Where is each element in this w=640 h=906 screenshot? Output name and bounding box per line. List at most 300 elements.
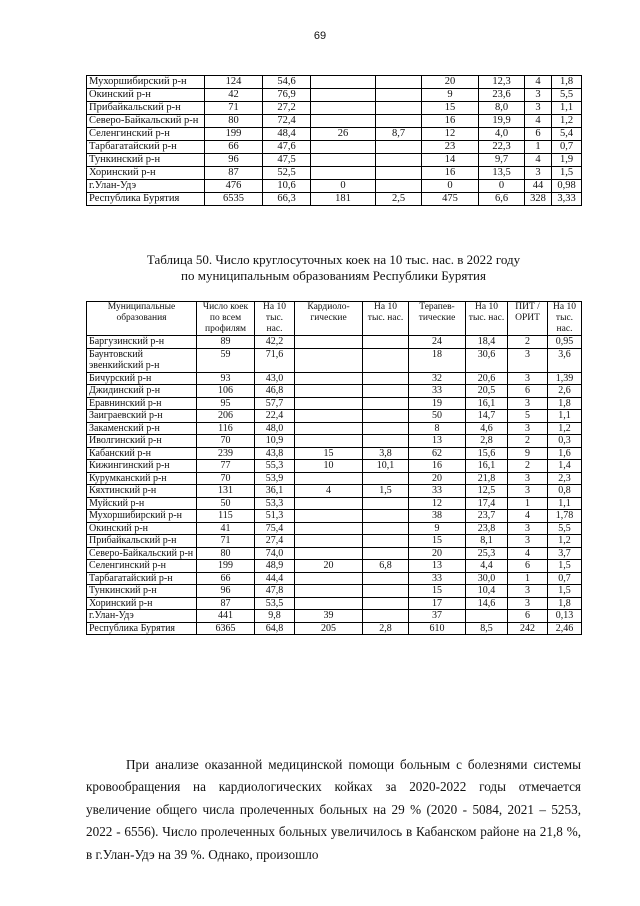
value-cell: 16	[422, 115, 479, 128]
value-cell: 3	[525, 102, 552, 115]
value-cell: 3	[525, 89, 552, 102]
value-cell	[311, 115, 376, 128]
value-cell: 96	[197, 585, 255, 598]
column-header: На 10 тыс. нас.	[363, 302, 409, 336]
table-row	[87, 435, 582, 448]
table-caption	[86, 252, 581, 284]
value-cell: 17	[409, 597, 466, 610]
region-cell: Тарбагатайский р-н	[87, 141, 205, 154]
column-header: На 10 тыс. нас.	[548, 302, 582, 336]
value-cell	[295, 336, 363, 349]
value-cell: 10	[295, 460, 363, 473]
table-row	[87, 510, 582, 523]
value-cell: 22,4	[255, 410, 295, 423]
value-cell	[376, 180, 422, 193]
value-cell: 2,3	[548, 472, 582, 485]
value-cell: 16,1	[466, 397, 508, 410]
table-row	[87, 115, 582, 128]
value-cell: 6	[508, 610, 548, 623]
table-row	[87, 397, 582, 410]
value-cell: 6535	[205, 193, 263, 206]
table-row	[87, 597, 582, 610]
value-cell: 9,8	[255, 610, 295, 623]
value-cell: 22,3	[479, 141, 525, 154]
region-cell: Северо-Байкальский р-н	[87, 547, 197, 560]
value-cell: 54,6	[263, 76, 311, 89]
value-cell: 106	[197, 385, 255, 398]
value-cell	[363, 348, 409, 372]
value-cell	[295, 348, 363, 372]
value-cell	[311, 89, 376, 102]
value-cell: 1,8	[548, 597, 582, 610]
region-cell: Республика Бурятия	[87, 622, 197, 635]
value-cell: 15	[295, 447, 363, 460]
value-cell: 42,2	[255, 336, 295, 349]
value-cell: 9	[422, 89, 479, 102]
value-cell: 33	[409, 485, 466, 498]
value-cell: 70	[197, 472, 255, 485]
region-cell: Окинский р-н	[87, 89, 205, 102]
value-cell: 476	[205, 180, 263, 193]
value-cell: 1,5	[552, 167, 582, 180]
value-cell: 9	[508, 447, 548, 460]
value-cell: 3	[508, 522, 548, 535]
value-cell: 18	[409, 348, 466, 372]
value-cell: 4,0	[479, 128, 525, 141]
value-cell	[363, 597, 409, 610]
value-cell: 30,0	[466, 572, 508, 585]
value-cell	[311, 154, 376, 167]
value-cell: 5,4	[552, 128, 582, 141]
value-cell	[295, 535, 363, 548]
value-cell: 87	[205, 167, 263, 180]
value-cell: 57,7	[255, 397, 295, 410]
table-row	[87, 154, 582, 167]
value-cell: 33	[409, 385, 466, 398]
column-header: На 10 тыс. нас.	[255, 302, 295, 336]
value-cell: 1,8	[548, 397, 582, 410]
value-cell: 124	[205, 76, 263, 89]
value-cell: 4	[295, 485, 363, 498]
region-cell: Мухоршибирский р-н	[87, 510, 197, 523]
value-cell	[295, 385, 363, 398]
value-cell: 0	[422, 180, 479, 193]
value-cell: 43,0	[255, 372, 295, 385]
value-cell: 12	[409, 497, 466, 510]
region-cell: Еравнинский р-н	[87, 397, 197, 410]
table-row	[87, 348, 582, 372]
value-cell: 66	[197, 572, 255, 585]
region-cell: Селенгинский р-н	[87, 128, 205, 141]
value-cell: 441	[197, 610, 255, 623]
value-cell: 23,8	[466, 522, 508, 535]
value-cell	[363, 585, 409, 598]
value-cell: 20	[295, 560, 363, 573]
table-row	[87, 460, 582, 473]
value-cell: 475	[422, 193, 479, 206]
value-cell: 2	[508, 460, 548, 473]
region-cell: Кяхтинский р-н	[87, 485, 197, 498]
column-header: Число коек по всем профилям	[197, 302, 255, 336]
table-row	[87, 572, 582, 585]
value-cell: 53,5	[255, 597, 295, 610]
value-cell: 36,1	[255, 485, 295, 498]
value-cell: 20,6	[466, 372, 508, 385]
value-cell: 1,2	[548, 422, 582, 435]
value-cell: 1,1	[552, 102, 582, 115]
value-cell: 42	[205, 89, 263, 102]
value-cell: 6365	[197, 622, 255, 635]
value-cell: 53,9	[255, 472, 295, 485]
table-row	[87, 410, 582, 423]
value-cell: 4	[525, 154, 552, 167]
region-cell: Мухоршибирский р-н	[87, 76, 205, 89]
region-cell: Муйский р-н	[87, 497, 197, 510]
value-cell: 206	[197, 410, 255, 423]
value-cell: 12,5	[466, 485, 508, 498]
value-cell: 328	[525, 193, 552, 206]
value-cell: 10,4	[466, 585, 508, 598]
value-cell	[363, 472, 409, 485]
value-cell: 2,46	[548, 622, 582, 635]
value-cell: 96	[205, 154, 263, 167]
table-row	[87, 385, 582, 398]
region-cell: Прибайкальский р-н	[87, 535, 197, 548]
value-cell: 25,3	[466, 547, 508, 560]
value-cell: 9	[409, 522, 466, 535]
value-cell: 48,4	[263, 128, 311, 141]
value-cell: 26	[311, 128, 376, 141]
value-cell	[295, 585, 363, 598]
table-row	[87, 560, 582, 573]
value-cell: 64,8	[255, 622, 295, 635]
value-cell: 20	[409, 472, 466, 485]
value-cell: 4	[508, 510, 548, 523]
column-header: Терапев-тические	[409, 302, 466, 336]
value-cell	[311, 141, 376, 154]
value-cell	[295, 372, 363, 385]
caption-line-1: Таблица 50. Число круглосуточных коек на 10 тыс. нас. в 2022 году	[146, 252, 521, 267]
value-cell: 0,3	[548, 435, 582, 448]
value-cell: 1,9	[552, 154, 582, 167]
value-cell: 71	[197, 535, 255, 548]
caption-line-2: по муниципальным образованиям Республики Бурятия	[181, 268, 486, 283]
table-row	[87, 547, 582, 560]
value-cell	[363, 535, 409, 548]
value-cell: 239	[197, 447, 255, 460]
value-cell: 8,5	[466, 622, 508, 635]
region-cell: Баунтовский эвенкийский р-н	[87, 348, 197, 372]
value-cell	[376, 76, 422, 89]
value-cell: 72,4	[263, 115, 311, 128]
value-cell: 93	[197, 372, 255, 385]
value-cell: 5	[508, 410, 548, 423]
value-cell	[295, 435, 363, 448]
value-cell: 4,6	[466, 422, 508, 435]
value-cell	[295, 497, 363, 510]
value-cell: 2	[508, 336, 548, 349]
value-cell: 9,7	[479, 154, 525, 167]
value-cell: 1,1	[548, 410, 582, 423]
value-cell: 2,8	[363, 622, 409, 635]
table-row	[87, 141, 582, 154]
value-cell	[363, 610, 409, 623]
value-cell: 48,0	[255, 422, 295, 435]
value-cell: 1,39	[548, 372, 582, 385]
value-cell: 6	[508, 560, 548, 573]
value-cell	[363, 422, 409, 435]
value-cell: 89	[197, 336, 255, 349]
table-row	[87, 167, 582, 180]
region-cell: Окинский р-н	[87, 522, 197, 535]
region-cell: Закаменский р-н	[87, 422, 197, 435]
value-cell: 43,8	[255, 447, 295, 460]
value-cell: 2,6	[548, 385, 582, 398]
region-cell: Иволгинский р-н	[87, 435, 197, 448]
value-cell: 19	[409, 397, 466, 410]
value-cell: 131	[197, 485, 255, 498]
value-cell: 48,9	[255, 560, 295, 573]
value-cell: 8,7	[376, 128, 422, 141]
previous-table-continuation	[86, 75, 582, 206]
value-cell: 27,4	[255, 535, 295, 548]
value-cell: 44,4	[255, 572, 295, 585]
value-cell: 50	[409, 410, 466, 423]
value-cell: 13	[409, 435, 466, 448]
value-cell	[295, 397, 363, 410]
table-row	[87, 497, 582, 510]
value-cell: 8	[409, 422, 466, 435]
value-cell: 19,9	[479, 115, 525, 128]
value-cell: 1,6	[548, 447, 582, 460]
value-cell	[363, 385, 409, 398]
value-cell: 76,9	[263, 89, 311, 102]
value-cell: 1,8	[552, 76, 582, 89]
value-cell: 0	[311, 180, 376, 193]
value-cell: 70	[197, 435, 255, 448]
value-cell: 71	[205, 102, 263, 115]
value-cell: 47,8	[255, 585, 295, 598]
value-cell: 71,6	[255, 348, 295, 372]
value-cell	[311, 76, 376, 89]
value-cell: 6,6	[479, 193, 525, 206]
table-row	[87, 585, 582, 598]
value-cell: 27,2	[263, 102, 311, 115]
value-cell	[363, 522, 409, 535]
value-cell: 13	[409, 560, 466, 573]
value-cell: 18,4	[466, 336, 508, 349]
paragraph-text: При анализе оказанной медицинской помощи больным с болезнями системы кровообращения на кардиологических койках за 2020-2022 годы отмечается увеличение общего числа пролеченных больных на 29 % (2020 - 5084, 2021 – 5253, 2022 - 6556). Число пролеченных больных увеличилось в Кабанском районе на 21,8 %, в г.Улан-Удэ на 39 %. Однако, произошло	[86, 757, 581, 862]
value-cell: 62	[409, 447, 466, 460]
value-cell: 3,33	[552, 193, 582, 206]
value-cell: 15	[409, 535, 466, 548]
value-cell	[376, 141, 422, 154]
value-cell: 20	[409, 547, 466, 560]
value-cell: 37	[409, 610, 466, 623]
table-row	[87, 447, 582, 460]
table-row	[87, 422, 582, 435]
value-cell: 23	[422, 141, 479, 154]
value-cell	[363, 397, 409, 410]
value-cell: 181	[311, 193, 376, 206]
value-cell: 4,4	[466, 560, 508, 573]
value-cell	[295, 510, 363, 523]
value-cell: 3	[508, 535, 548, 548]
value-cell: 53,3	[255, 497, 295, 510]
value-cell: 2,5	[376, 193, 422, 206]
region-cell: Заиграевский р-н	[87, 410, 197, 423]
value-cell: 610	[409, 622, 466, 635]
value-cell: 16	[409, 460, 466, 473]
value-cell: 80	[197, 547, 255, 560]
value-cell: 205	[295, 622, 363, 635]
value-cell: 4	[508, 547, 548, 560]
value-cell: 10,1	[363, 460, 409, 473]
value-cell: 1,2	[548, 535, 582, 548]
value-cell: 38	[409, 510, 466, 523]
table-row	[87, 372, 582, 385]
region-cell: Тункинский р-н	[87, 585, 197, 598]
value-cell	[363, 572, 409, 585]
value-cell: 3	[508, 597, 548, 610]
region-cell: Баргузинский р-н	[87, 336, 197, 349]
value-cell	[376, 167, 422, 180]
region-cell: г.Улан-Удэ	[87, 180, 205, 193]
value-cell: 5,5	[552, 89, 582, 102]
region-cell: Северо-Байкальский р-н	[87, 115, 205, 128]
value-cell: 115	[197, 510, 255, 523]
table-row	[87, 535, 582, 548]
value-cell: 17,4	[466, 497, 508, 510]
value-cell: 1,5	[548, 560, 582, 573]
value-cell: 74,0	[255, 547, 295, 560]
value-cell: 2	[508, 435, 548, 448]
value-cell: 55,3	[255, 460, 295, 473]
value-cell	[363, 497, 409, 510]
value-cell	[295, 572, 363, 585]
region-cell: Прибайкальский р-н	[87, 102, 205, 115]
value-cell	[295, 522, 363, 535]
value-cell: 0,8	[548, 485, 582, 498]
value-cell: 66	[205, 141, 263, 154]
column-header: Муниципальные образования	[87, 302, 197, 336]
region-cell: Хоринский р-н	[87, 597, 197, 610]
value-cell: 77	[197, 460, 255, 473]
value-cell: 10,6	[263, 180, 311, 193]
value-cell	[363, 547, 409, 560]
value-cell: 3	[508, 585, 548, 598]
value-cell	[295, 410, 363, 423]
region-cell: г.Улан-Удэ	[87, 610, 197, 623]
table-row	[87, 472, 582, 485]
value-cell: 0,95	[548, 336, 582, 349]
value-cell: 0,98	[552, 180, 582, 193]
value-cell: 8,0	[479, 102, 525, 115]
table-row	[87, 522, 582, 535]
value-cell	[363, 410, 409, 423]
value-cell: 66,3	[263, 193, 311, 206]
region-cell: Хоринский р-н	[87, 167, 205, 180]
value-cell: 16	[422, 167, 479, 180]
value-cell: 14,6	[466, 597, 508, 610]
column-header: ПИТ / ОРИТ	[508, 302, 548, 336]
value-cell: 10,9	[255, 435, 295, 448]
value-cell: 20	[422, 76, 479, 89]
value-cell: 23,6	[479, 89, 525, 102]
value-cell: 15	[409, 585, 466, 598]
value-cell: 242	[508, 622, 548, 635]
region-cell: Тарбагатайский р-н	[87, 572, 197, 585]
table-row	[87, 193, 582, 206]
region-cell: Тункинский р-н	[87, 154, 205, 167]
value-cell	[466, 610, 508, 623]
value-cell: 199	[197, 560, 255, 573]
value-cell: 1,4	[548, 460, 582, 473]
value-cell	[295, 472, 363, 485]
value-cell	[363, 510, 409, 523]
value-cell	[363, 336, 409, 349]
value-cell	[376, 89, 422, 102]
value-cell: 3	[508, 472, 548, 485]
value-cell	[363, 435, 409, 448]
value-cell: 3	[508, 485, 548, 498]
value-cell: 3	[508, 422, 548, 435]
value-cell: 80	[205, 115, 263, 128]
value-cell: 6	[525, 128, 552, 141]
body-paragraph	[86, 754, 581, 866]
value-cell	[295, 422, 363, 435]
value-cell: 1,2	[552, 115, 582, 128]
value-cell: 0,13	[548, 610, 582, 623]
value-cell: 6	[508, 385, 548, 398]
value-cell: 14,7	[466, 410, 508, 423]
value-cell: 30,6	[466, 348, 508, 372]
region-cell: Бичурский р-н	[87, 372, 197, 385]
value-cell: 51,3	[255, 510, 295, 523]
table-row	[87, 102, 582, 115]
region-cell: Кабанский р-н	[87, 447, 197, 460]
value-cell: 50	[197, 497, 255, 510]
page-number: 69	[313, 30, 327, 42]
value-cell	[376, 102, 422, 115]
value-cell: 3	[508, 397, 548, 410]
value-cell	[376, 115, 422, 128]
value-cell: 15	[422, 102, 479, 115]
table-row	[87, 128, 582, 141]
value-cell: 3,8	[363, 447, 409, 460]
region-cell: Селенгинский р-н	[87, 560, 197, 573]
value-cell: 0	[479, 180, 525, 193]
column-header: Кардиоло-гические	[295, 302, 363, 336]
value-cell: 12	[422, 128, 479, 141]
value-cell: 41	[197, 522, 255, 535]
value-cell: 1,78	[548, 510, 582, 523]
value-cell: 1,5	[363, 485, 409, 498]
value-cell: 52,5	[263, 167, 311, 180]
table-row	[87, 610, 582, 623]
value-cell: 199	[205, 128, 263, 141]
table-row	[87, 89, 582, 102]
value-cell: 0,7	[548, 572, 582, 585]
value-cell: 3,6	[548, 348, 582, 372]
value-cell: 15,6	[466, 447, 508, 460]
value-cell: 1	[508, 572, 548, 585]
table-row	[87, 336, 582, 349]
value-cell: 6,8	[363, 560, 409, 573]
value-cell: 4	[525, 115, 552, 128]
value-cell	[376, 154, 422, 167]
table-row	[87, 622, 582, 635]
